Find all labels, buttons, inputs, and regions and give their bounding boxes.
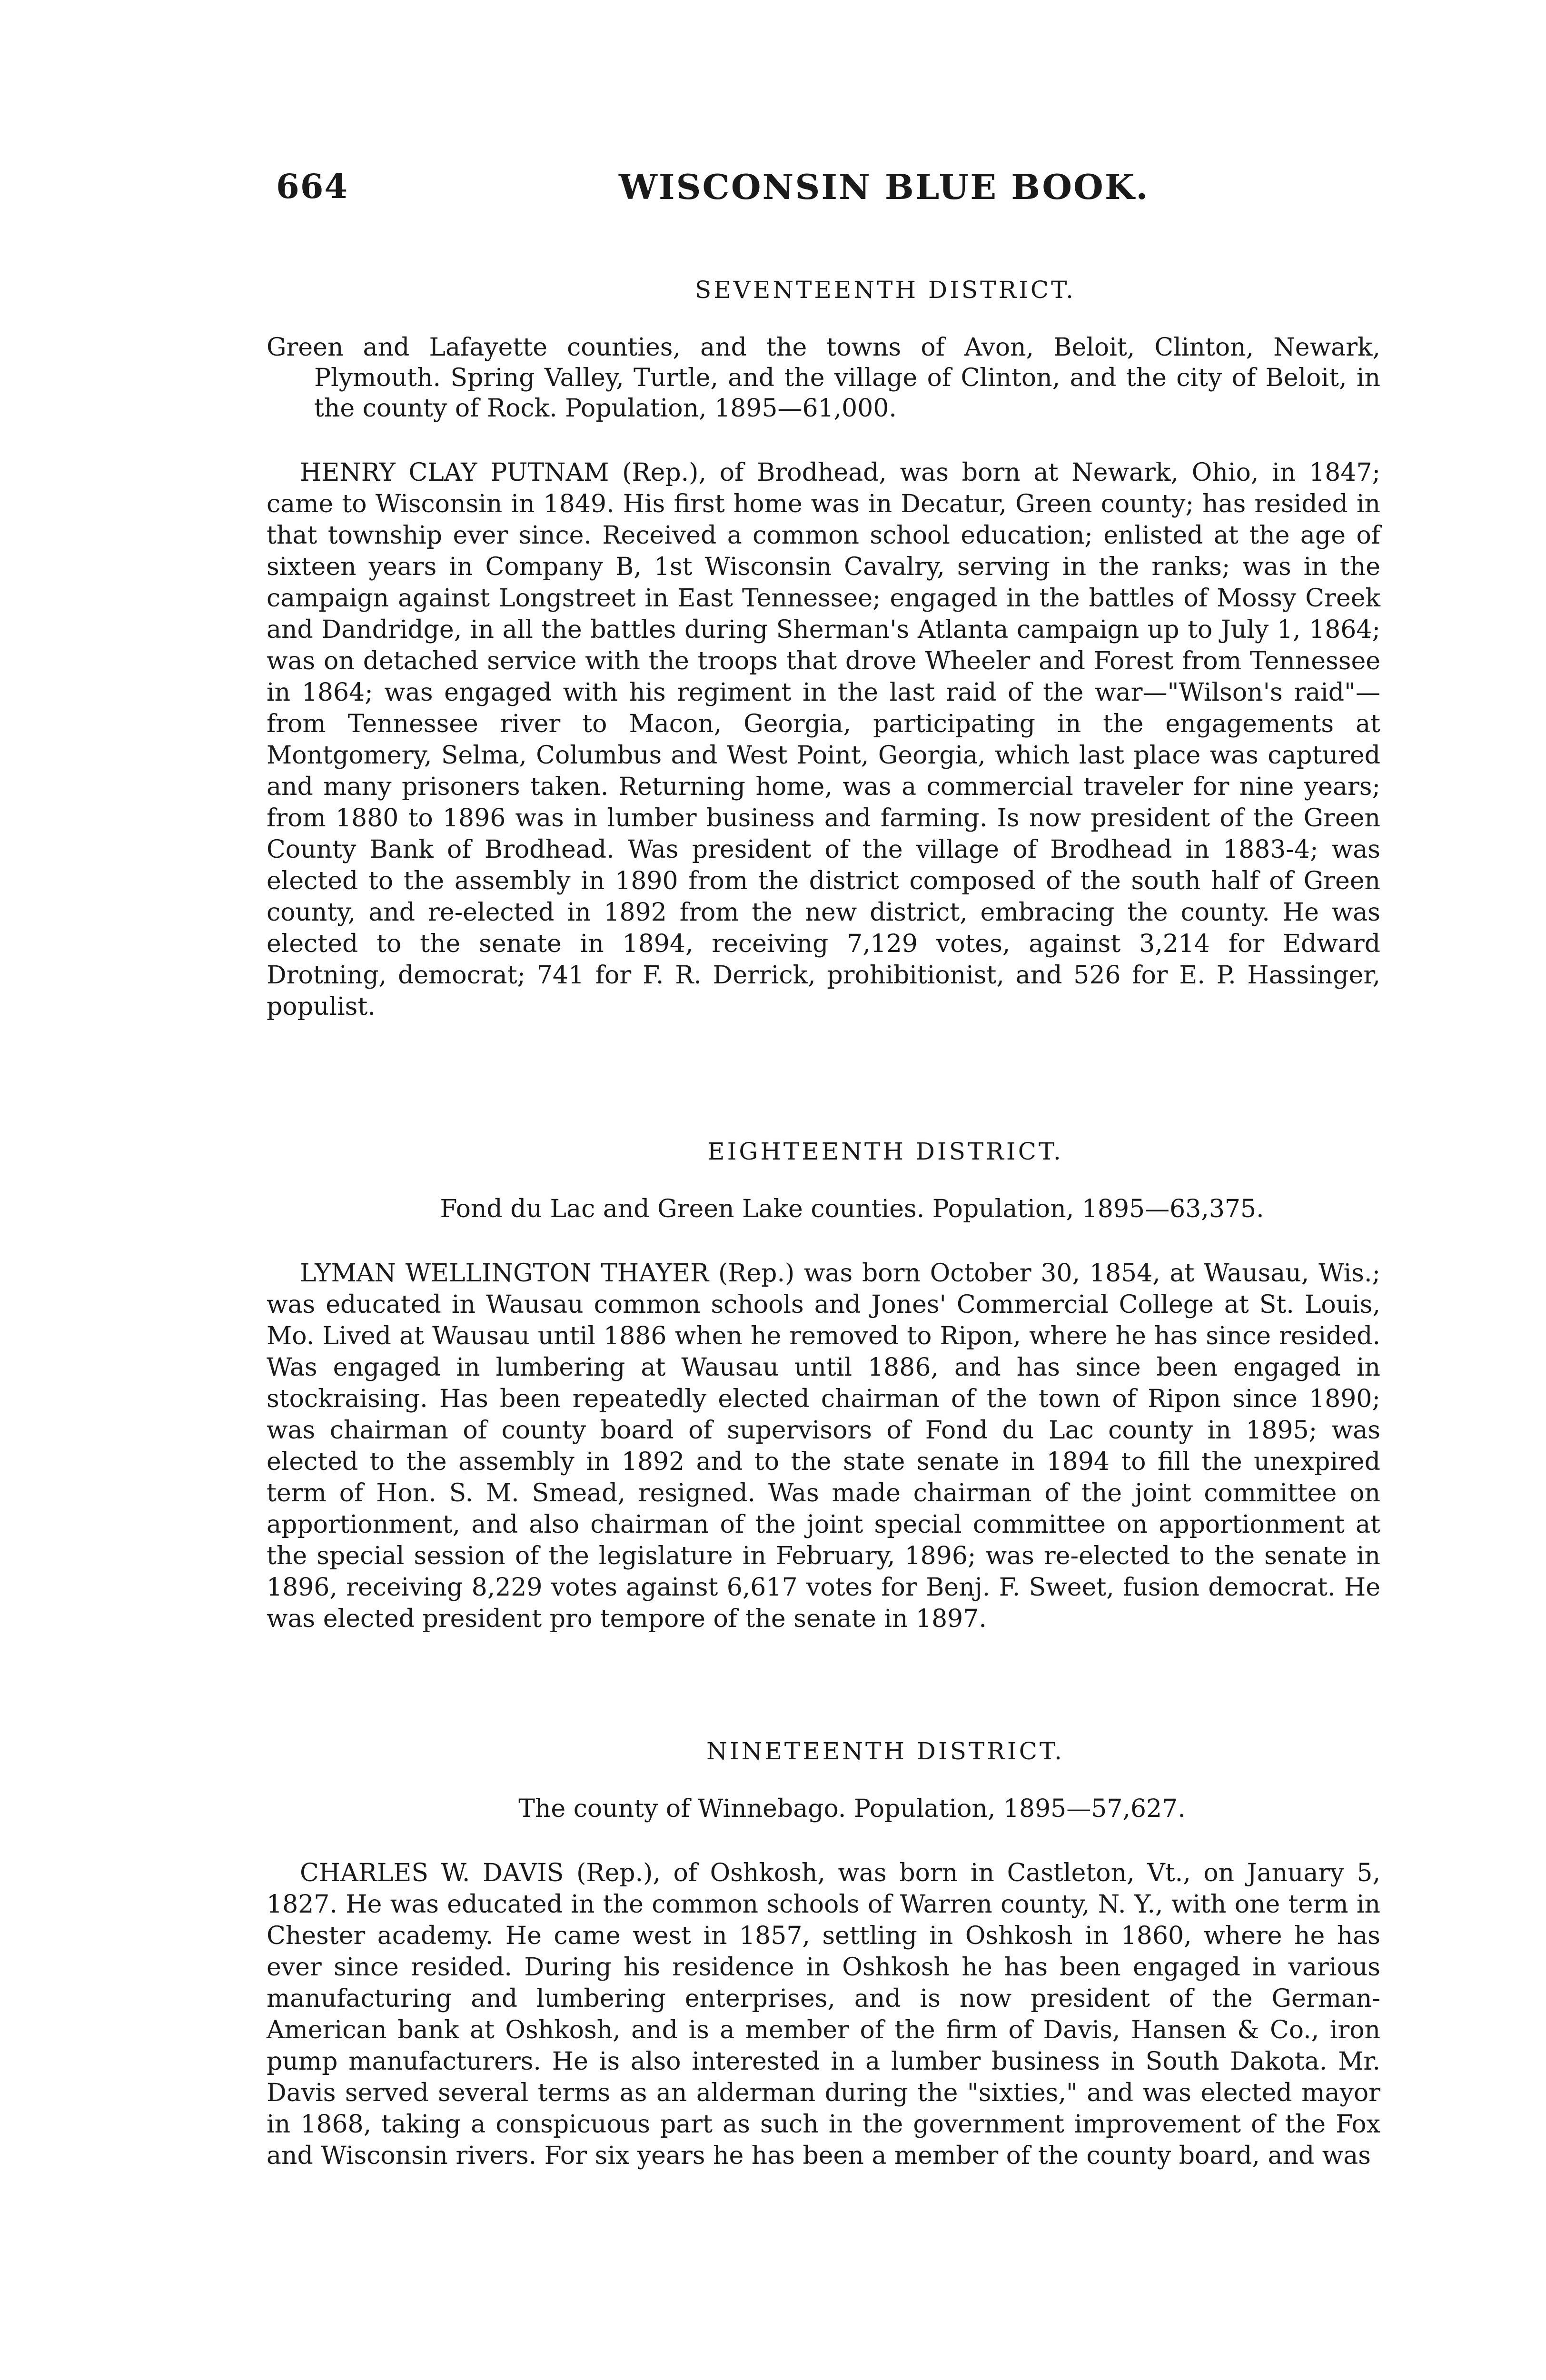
senator-biography: HENRY CLAY PUTNAM (Rep.), of Brodhead, was born at Newark, Ohio, in 1847; came to Wisconsin in 1849. His first home was in Decatur, Green county; has resided in that township ever since. Received a common school education; enlisted at the age of sixteen years in Company B, 1st Wisconsin Cavalry, serving in the ranks; was in the campaign against Longstreet in East Tennessee; engaged in the battles of Mossy Creek and Dandridge, in all the battles during Sherman's Atlanta campaign up to July 1, 1864; was on detached service with the troops that drove Wheeler and Forest from Tennessee in 1864; was engaged with his regiment in the last raid of the war—"Wilson's raid"—from Tennessee river to Macon, Georgia, participating in the engagements at Montgomery, Selma, Columbus and West Point, Georgia, which last place was captured and many prisoners taken. Returning home, was a commercial traveler for nine years; from 1880 to 1896 was in lumber business and farming. Is now president of the Green County Bank of Brodhead. Was president of the village of Brodhead in 1883-4; was elected to the assembly in 1890 from the district composed of the south half of Green county, and re-elected in 1892 from the new district, embracing the county. He was elected to the senate in 1894, receiving 7,129 votes, against 3,214 for Edward Drotning, democrat; 741 for F. R. Derrick, prohibitionist, and 526 for E. P. Hassinger, populist. — [267, 458, 1380, 1021]
district-description: Fond du Lac and Green Lake counties. Population, 1895—63,375. — [440, 1195, 1264, 1223]
section-heading: NINETEENTH DISTRICT. — [706, 1737, 1064, 1765]
section-heading: EIGHTEENTH DISTRICT. — [707, 1138, 1063, 1165]
district-description: Green and Lafayette counties, and the towns of Avon, Beloit, Clinton, Newark, Plymouth. Spring Valley, Turtle, and the village of Clinton, and the city of Beloit, in the county of Rock. Population, 1895—61,000. — [267, 333, 1380, 423]
section-seventeenth-district — [267, 276, 1380, 1022]
running-title: WISCONSIN BLUE BOOK. — [619, 167, 1150, 207]
section-heading: SEVENTEENTH DISTRICT. — [694, 276, 1076, 304]
district-description: The county of Winnebago. Population, 1895—57,627. — [518, 1795, 1186, 1823]
section-nineteenth-district — [267, 1737, 1380, 2172]
senator-biography: CHARLES W. DAVIS (Rep.), of Oshkosh, was born in Castleton, Vt., on January 5, 1827. He was educated in the common schools of Warren county, N. Y., with one term in Chester academy. He came west in 1857, settling in Oshkosh in 1860, where he has ever since resided. During his residence in Oshkosh he has been engaged in various manufacturing and lumbering enterprises, and is now president of the German-American bank at Oshkosh, and is a member of the firm of Davis, Hansen & Co., iron pump manufacturers. He is also interested in a lumber business in South Dakota. Mr. Davis served several terms as an alderman during the "sixties," and was elected mayor in 1868, taking a conspicuous part as such in the government improvement of the Fox and Wisconsin rivers. For six years he has been a member of the county board, and was — [267, 1859, 1380, 2170]
section-eighteenth-district — [267, 1138, 1380, 1635]
page-header — [276, 167, 1380, 219]
senator-biography: LYMAN WELLINGTON THAYER (Rep.) was born October 30, 1854, at Wausau, Wis.; was educated in Wausau common schools and Jones' Commercial College at St. Louis, Mo. Lived at Wausau until 1886 when he removed to Ripon, where he has since resided. Was engaged in lumbering at Wausau until 1886, and has since been engaged in stockraising. Has been repeatedly elected chairman of the town of Ripon since 1890; was chairman of county board of supervisors of Fond du Lac county in 1895; was elected to the assembly in 1892 and to the state senate in 1894 to fill the unexpired term of Hon. S. M. Smead, resigned. Was made chairman of the joint committee on apportionment, and also chairman of the joint special committee on apportionment at the special session of the legislature in February, 1896; was re-elected to the senate in 1896, receiving 8,229 votes against 6,617 votes for Benj. F. Sweet, fusion democrat. He was elected president pro tempore of the senate in 1897. — [267, 1259, 1380, 1633]
page-number: 664 — [276, 167, 349, 206]
